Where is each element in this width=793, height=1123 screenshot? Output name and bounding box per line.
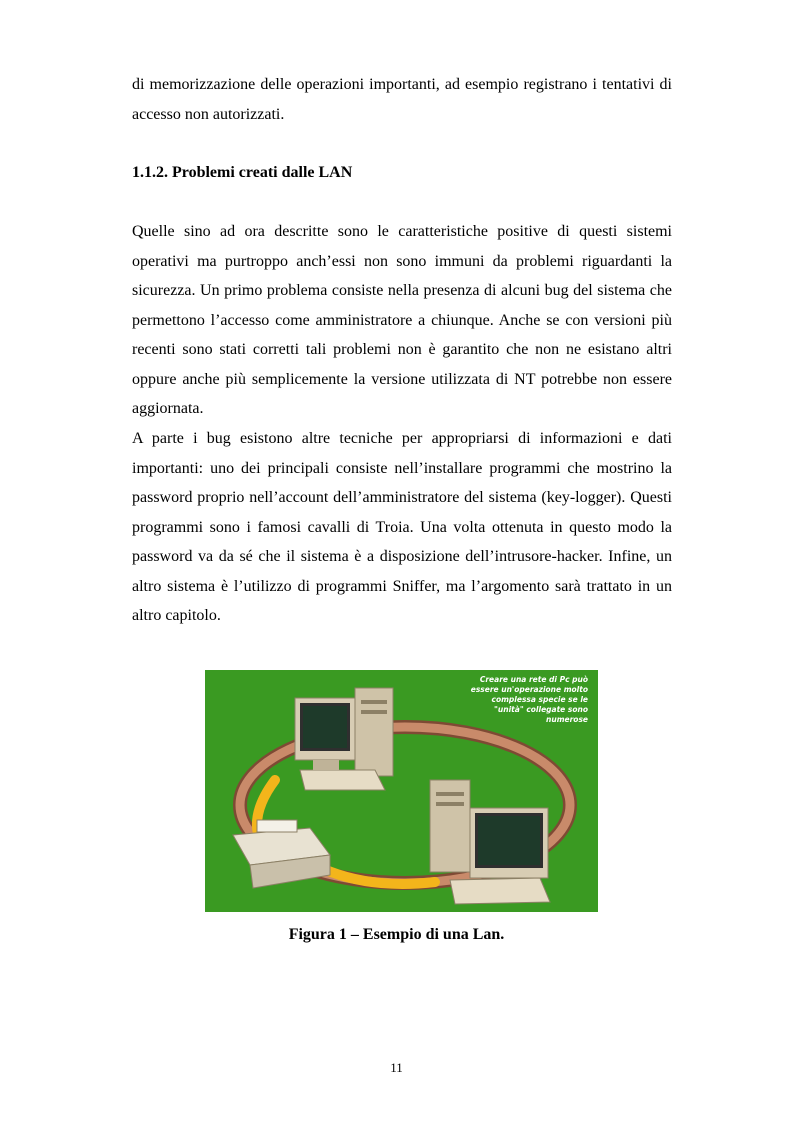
figure-caption: Figura 1 – Esempio di una Lan.: [288, 926, 505, 943]
body-paragraph: A parte i bug esistono altre tecniche per appropriarsi di informazioni e dati importanti: uno dei principali consiste nell’installare programmi che mostrino la password proprio nell’account dell’amministratore del sistema (key-logger). Questi programmi sono i famosi cavalli di Troia. Una volta ottenuta in questo modo la password va da sé che il sistema è a disposizione dell’intrusore-hacker. Infine, un altro sistema è l’utilizzo di programmi Sniffer, ma l’argomento sarà trattato in un altro capitolo.: [132, 430, 672, 624]
computer-1: [295, 688, 393, 790]
section-heading: 1.1.2. Problemi creati dalle LAN: [132, 164, 353, 181]
figure-overlay-text: Creare una rete di Pc può essere un'operazione molto complessa specie se le "unità" collegate sono numerose: [470, 675, 588, 724]
intro-paragraph: di memorizzazione delle operazioni importanti, ad esempio registrano i tentativi di accesso non autorizzati.: [132, 76, 672, 123]
lan-figure: [205, 670, 598, 912]
body-paragraph: Quelle sino ad ora descritte sono le caratteristiche positive di questi sistemi operativi ma purtroppo anch’essi non sono immuni da problemi riguardanti la sicurezza. Un primo problema consiste nella presenza di alcuni bug del sistema che permettono l’accesso come amministratore a chiunque. Anche se con versioni più recenti sono stati corretti tali problemi non è garantito che non ne esistano altri oppure anche più semplicemente la versione utilizzata di NT potrebbe non essere aggiornata.: [132, 223, 672, 417]
page-number: 11: [390, 1060, 403, 1075]
